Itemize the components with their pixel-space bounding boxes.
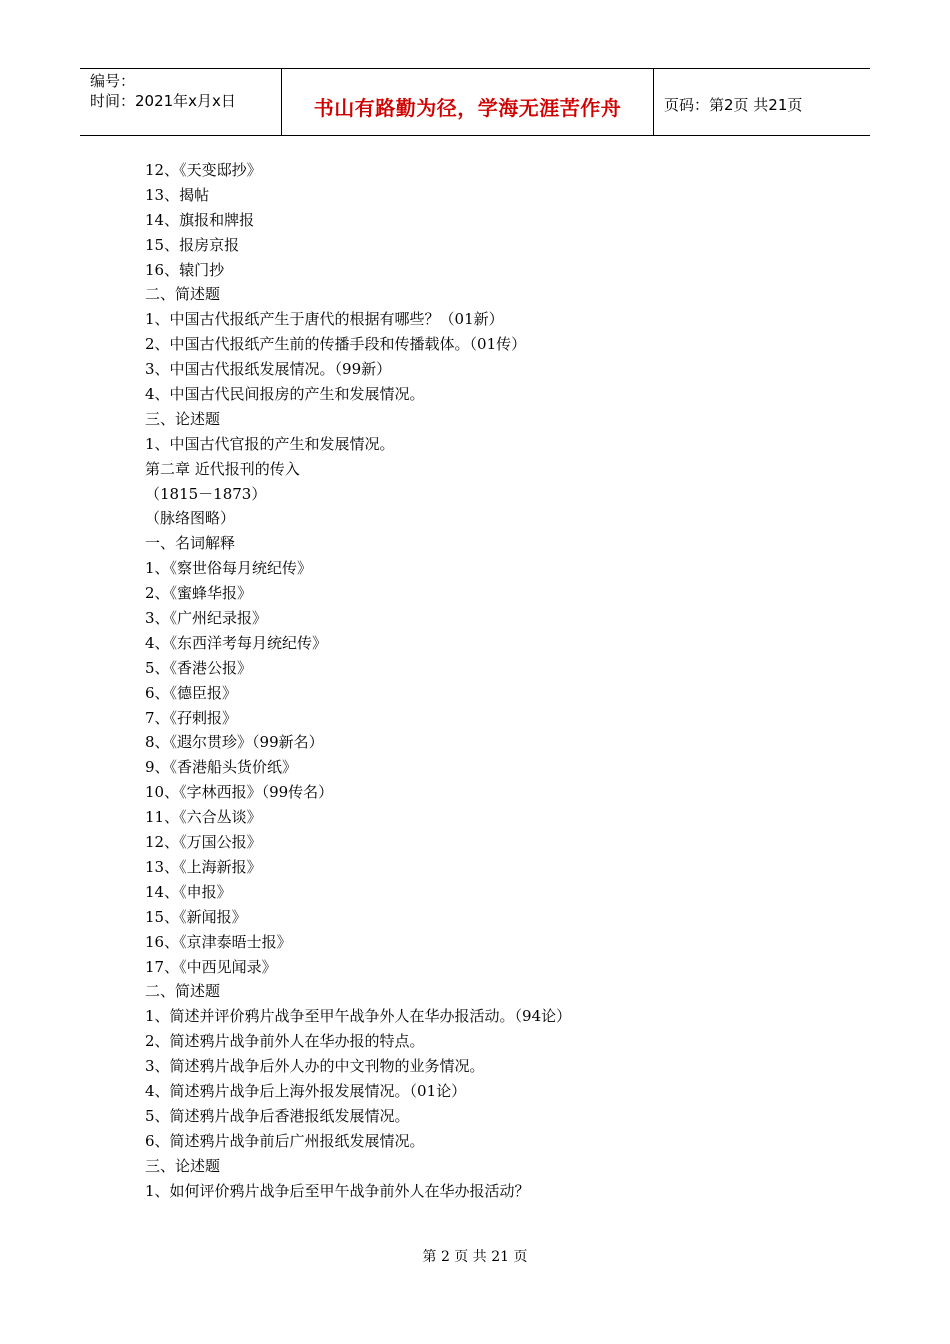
text-line: 10、《字林西报》（99传名） <box>145 783 334 802</box>
text-line: 12、《万国公报》 <box>145 833 262 852</box>
text-line: 一、名词解释 <box>145 534 236 553</box>
header-page-info: 页码：第2页 共21页 <box>664 96 803 114</box>
text-line: 13、《上海新报》 <box>145 857 262 876</box>
header-page-cell <box>654 69 870 135</box>
text-line: 12、《天变邸抄》 <box>145 161 262 179</box>
text-line: 17、《中西见闻录》 <box>145 957 277 976</box>
text-line: 11、《六合丛谈》 <box>145 808 262 827</box>
text-line: 8、《遐尔贯珍》（99新名） <box>145 733 324 752</box>
text-line: 4、中国古代民间报房的产生和发展情况。 <box>145 385 425 404</box>
text-line: 第二章 近代报刊的传入 <box>145 459 300 478</box>
text-line: 3、《广州纪录报》 <box>145 609 268 628</box>
text-line: 6、《德臣报》 <box>145 683 238 702</box>
text-line: 5、简述鸦片战争后香港报纸发展情况。 <box>145 1106 410 1125</box>
text-line: 二、简述题 <box>145 982 221 1001</box>
text-line: 7、《孖剌报》 <box>145 708 238 727</box>
text-line: 14、《申报》 <box>145 882 232 901</box>
text-line: 1、中国古代官报的产生和发展情况。 <box>145 434 395 453</box>
document-date-label: 时间：2021年x月x日 <box>90 92 236 110</box>
text-line: 4、简述鸦片战争后上海外报发展情况。（01论） <box>145 1081 467 1100</box>
document-body <box>145 158 825 1203</box>
text-line: 9、《香港船头货价纸》 <box>145 758 298 777</box>
text-line: 6、简述鸦片战争前后广州报纸发展情况。 <box>145 1131 425 1150</box>
text-line: 1、中国古代报纸产生于唐代的根据有哪些？（01新） <box>145 310 504 329</box>
document-number-label: 编号： <box>90 72 136 90</box>
text-line: 二、简述题 <box>145 285 221 304</box>
page-footer: 第 2 页 共 21 页 <box>422 1249 528 1265</box>
header-motto-cell <box>282 69 654 135</box>
text-line: 三、论述题 <box>145 1156 221 1175</box>
text-line: 三、论述题 <box>145 409 221 428</box>
text-line: 16、《京津泰晤士报》 <box>145 932 292 951</box>
text-line: 1、简述并评价鸦片战争至甲午战争外人在华办报活动。（94论） <box>145 1007 572 1026</box>
text-line: 15、报房京报 <box>145 235 240 254</box>
text-line: 2、《蜜蜂华报》 <box>145 584 253 603</box>
header-info-cell <box>80 69 282 135</box>
text-line: （脉络图略） <box>145 509 236 528</box>
text-line: 13、揭帖 <box>145 185 210 204</box>
page-header <box>80 68 870 136</box>
text-line: 16、辕门抄 <box>145 260 225 279</box>
text-line: 3、中国古代报纸发展情况。（99新） <box>145 360 392 379</box>
text-line: 4、《东西洋考每月统纪传》 <box>145 633 328 652</box>
text-line: 15、《新闻报》 <box>145 907 247 926</box>
text-line: 1、《察世俗每月统纪传》 <box>145 559 313 578</box>
text-line: 3、简述鸦片战争后外人办的中文刊物的业务情况。 <box>145 1057 485 1076</box>
text-line: 14、旗报和牌报 <box>145 210 255 229</box>
text-line: 1、如何评价鸦片战争后至甲午战争前外人在华办报活动？ <box>145 1181 530 1200</box>
text-line: 5、《香港公报》 <box>145 658 253 677</box>
text-line: 2、中国古代报纸产生前的传播手段和传播载体。（01传） <box>145 335 527 354</box>
text-line: （1815－1873） <box>145 484 267 503</box>
text-line: 2、简述鸦片战争前外人在华办报的特点。 <box>145 1032 425 1051</box>
header-motto: 书山有路勤为径，学海无涯苦作舟 <box>313 96 622 120</box>
